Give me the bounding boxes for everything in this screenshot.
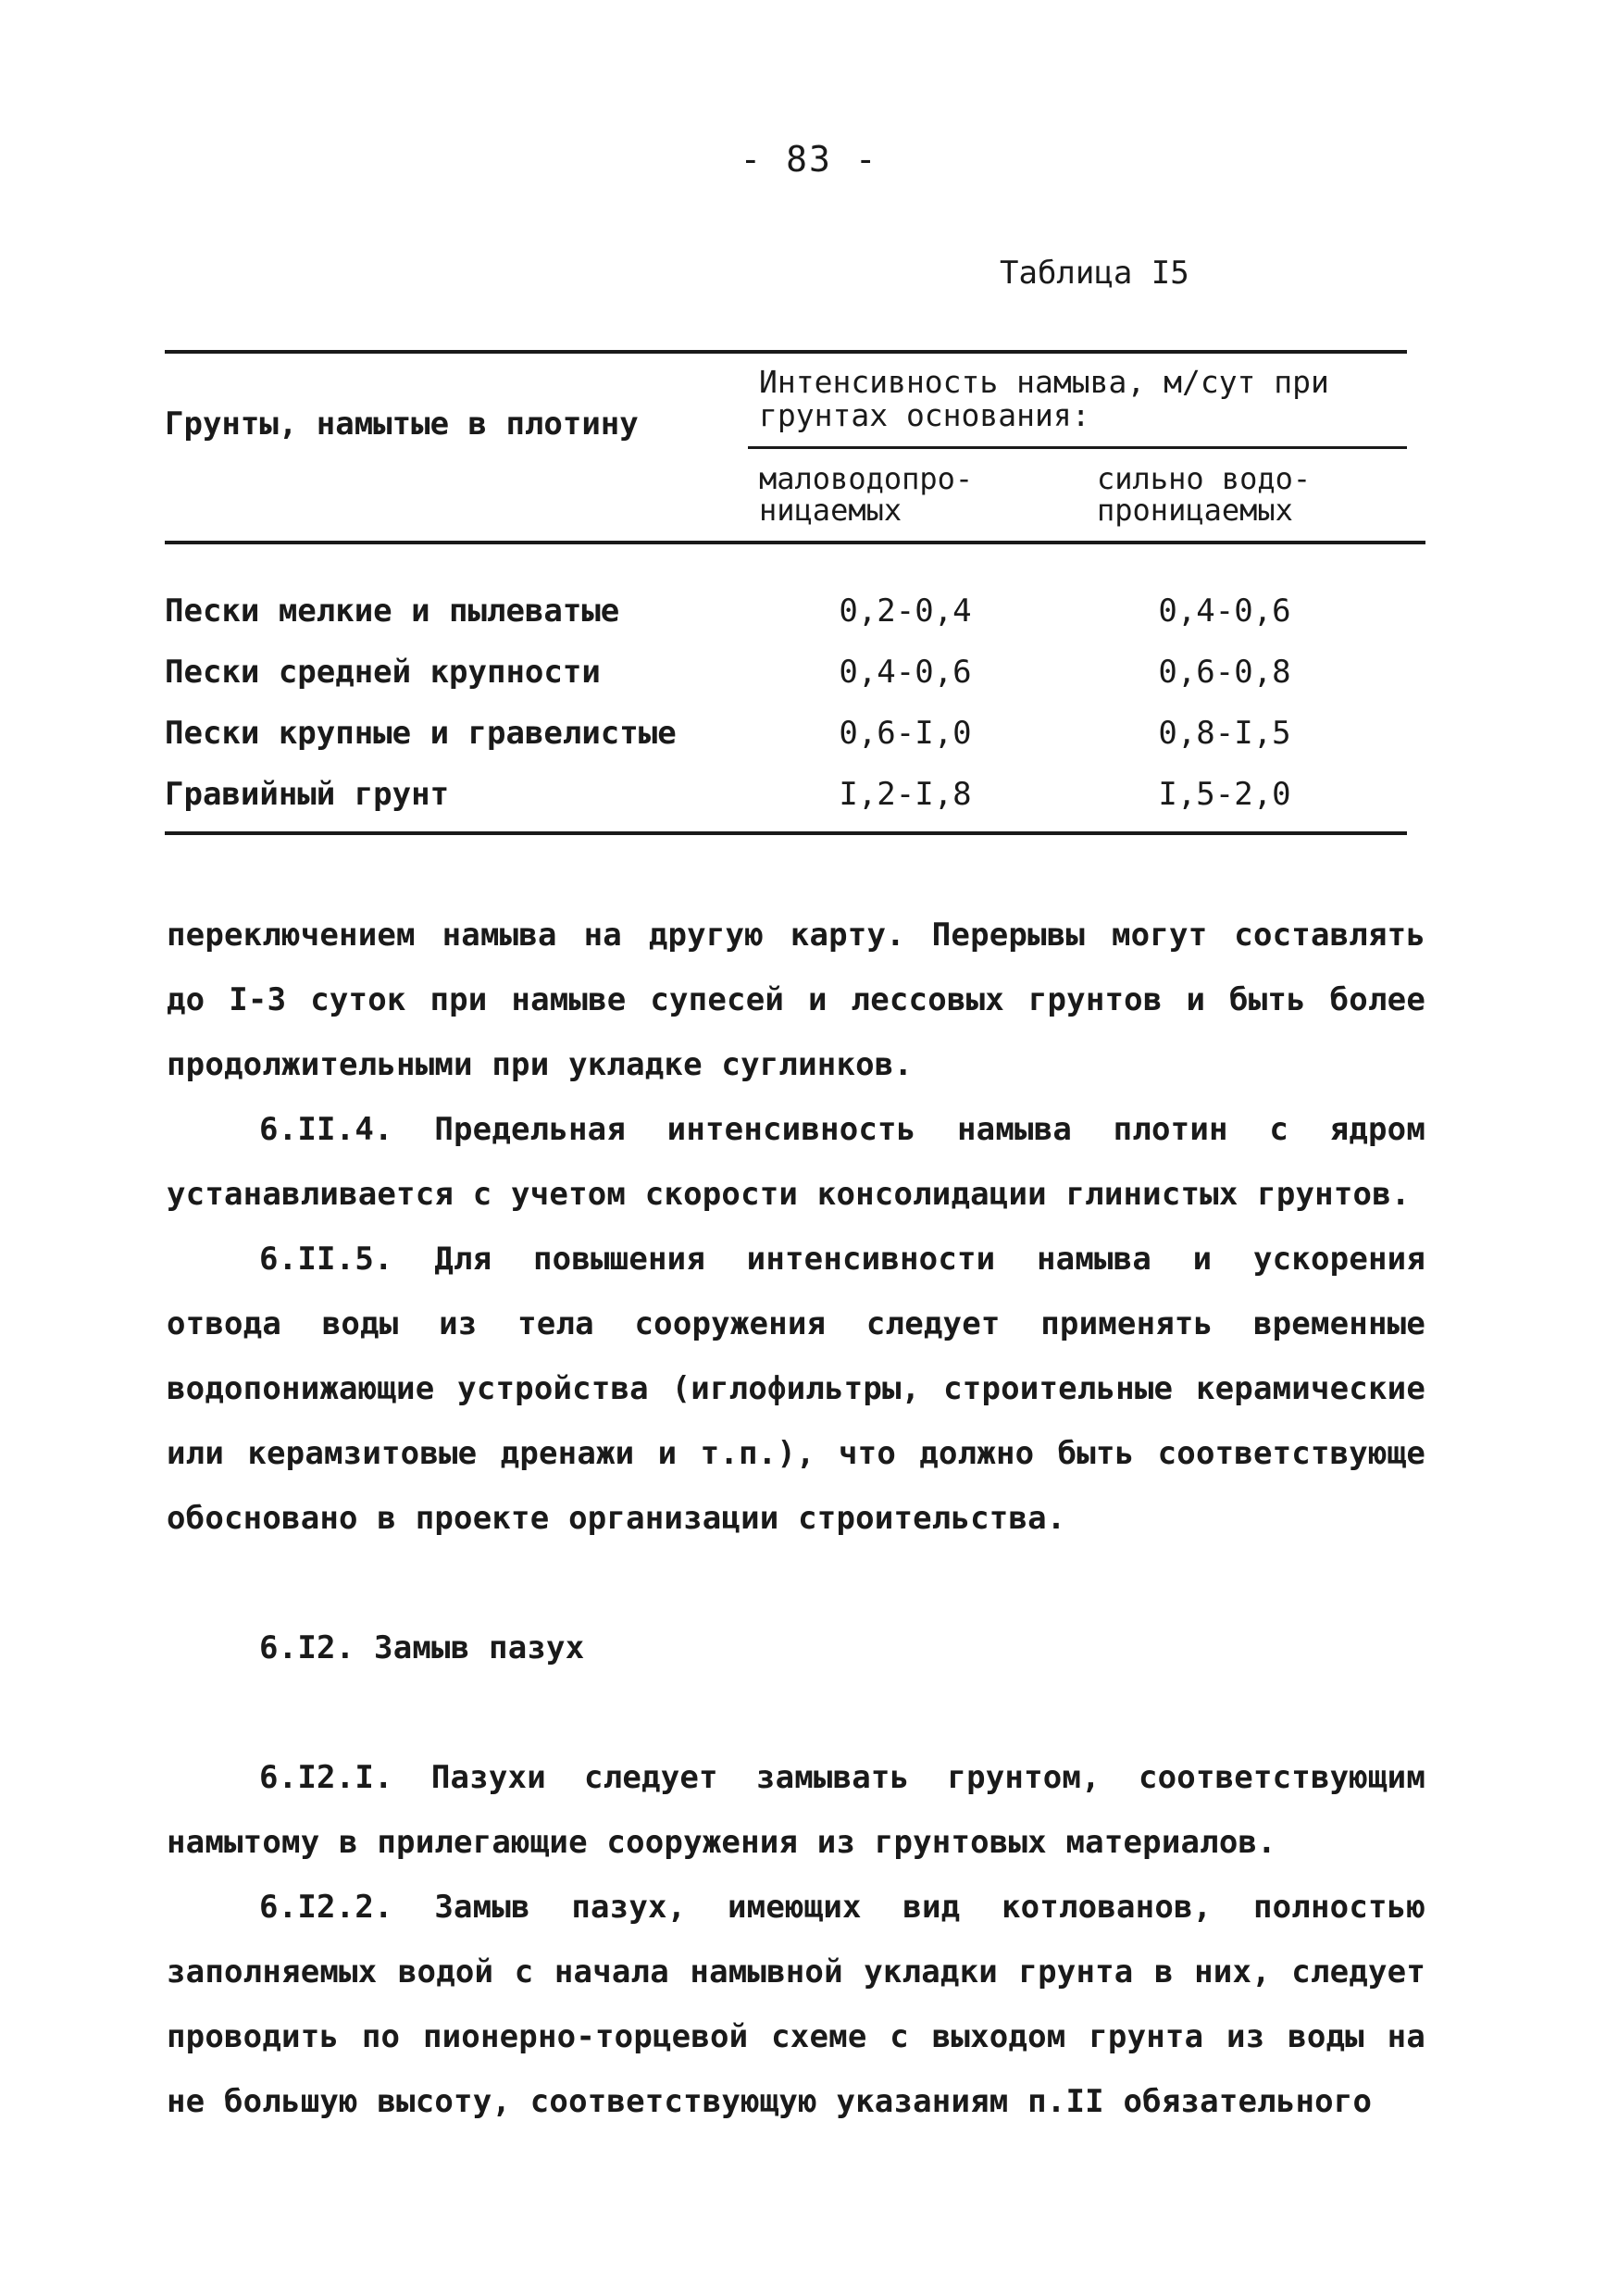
row-soil-name: Пески средней крупности <box>165 654 601 691</box>
table-rule-top <box>165 350 1407 354</box>
row-value-high: I,5-2,0 <box>1158 776 1291 813</box>
table-caption: Таблица I5 <box>1000 255 1189 292</box>
paragraph-6-11-4: 6.II.4. Предельная интенсивность намыва плотин с ядром устанавливается с учетом скорости консолидации глинистых грунтов. <box>167 1111 1425 1213</box>
column-header-soil: Грунты, намытые в плотину <box>165 406 639 443</box>
row-value-low: I,2-I,8 <box>839 776 972 813</box>
paragraph-6-12-2: 6.I2.2. Замыв пазух, имеющих вид котлованов, полностью заполняемых водой с начала намывной укладки грунта в них, следует проводить по пионерно-торцевой схеме с выходом грунта из воды на не большую высоту, соответствующую указаниям п.II обязательного <box>167 1889 1425 2120</box>
row-soil-name: Пески мелкие и пылеватые <box>165 593 620 630</box>
table-row <box>165 715 1407 770</box>
table-row <box>165 776 1407 831</box>
table-rule-middle <box>748 446 1407 449</box>
row-soil-name: Пески крупные и гравелистые <box>165 715 677 752</box>
row-value-low: 0,2-0,4 <box>839 593 972 630</box>
column-header-low-permeability: маловодопро-ницаемых <box>759 461 974 528</box>
paragraph-6-12-1: 6.I2.I. Пазухи следует замывать грунтом, соответствующим намытому в прилегающие сооружения из грунтовых материалов. <box>167 1759 1425 1861</box>
row-value-high: 0,4-0,6 <box>1158 593 1291 630</box>
table-rule-header <box>165 541 1425 544</box>
body-text <box>167 903 1425 2134</box>
table-rule-bottom <box>165 831 1407 835</box>
row-value-high: 0,6-0,8 <box>1158 654 1291 691</box>
paragraph-continuation: переключением намыва на другую карту. Перерывы могут составлять до I-3 суток при намыве супесей и лессовых грунтов и быть более продолжительными при укладке суглинков. <box>167 917 1425 1083</box>
row-value-low: 0,4-0,6 <box>839 654 972 691</box>
row-value-low: 0,6-I,0 <box>839 715 972 752</box>
section-heading-6-12: 6.I2. Замыв пазух <box>259 1629 585 1666</box>
table-row <box>165 654 1407 709</box>
column-header-group: Интенсивность намыва, м/сут при грунтах основания: <box>759 364 1329 433</box>
column-header-high-permeability: сильно водо-проницаемых <box>1097 461 1312 528</box>
paragraph-6-11-5: 6.II.5. Для повышения интенсивности намыва и ускорения отвода воды из тела сооружения следует применять временные водопонижающие устройства (иглофильтры, строительные керамические или керамзитовые дренажи и т.п.), что должно быть соответствующе обосновано в проекте организации строительства. <box>167 1241 1425 1537</box>
table-row <box>165 593 1407 648</box>
row-soil-name: Гравийный грунт <box>165 776 450 813</box>
page-number: - 83 - <box>740 139 878 180</box>
row-value-high: 0,8-I,5 <box>1158 715 1291 752</box>
